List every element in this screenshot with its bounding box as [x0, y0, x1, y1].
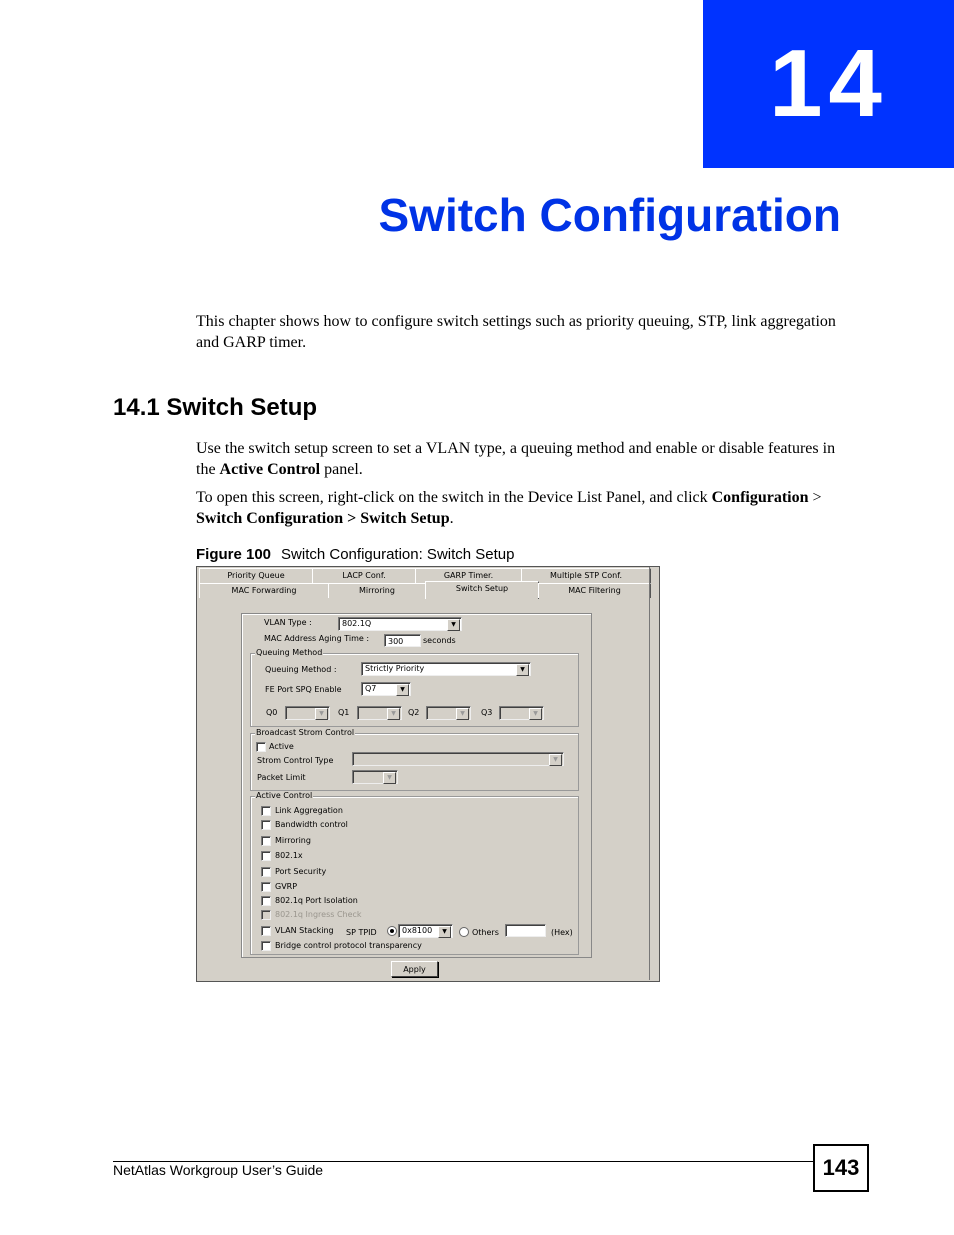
switch-setup-window — [196, 566, 660, 982]
para1-text-b: panel. — [320, 461, 363, 478]
others-input[interactable] — [505, 924, 546, 937]
gvrp-checkbox[interactable] — [261, 882, 271, 892]
tab-garp-timer[interactable]: GARP Timer. — [415, 568, 522, 583]
para2-end: . — [449, 510, 454, 527]
bandwidth-control-label: Bandwidth control — [275, 820, 348, 829]
chevron-down-icon[interactable]: ▼ — [516, 664, 529, 676]
section-heading: 14.1 Switch Setup — [113, 394, 318, 421]
port-security-checkbox[interactable] — [261, 867, 271, 877]
bridge-control-checkbox[interactable] — [261, 941, 271, 951]
vlan-stacking-label: VLAN Stacking — [275, 926, 334, 935]
active-control-group — [250, 791, 579, 955]
others-label: Others — [472, 928, 499, 937]
link-aggregation-checkbox[interactable] — [261, 806, 271, 816]
port-isolation-checkbox[interactable] — [261, 896, 271, 906]
para2-sep: > — [808, 489, 822, 506]
vlan-type-select[interactable] — [338, 617, 462, 631]
tab-mirroring[interactable]: Mirroring — [328, 583, 426, 598]
chevron-down-icon[interactable]: ▼ — [529, 708, 542, 720]
fe-spq-label: FE Port SPQ Enable — [265, 685, 342, 694]
dot1x-label: 802.1x — [275, 851, 303, 860]
chevron-down-icon[interactable]: ▼ — [438, 926, 451, 938]
q0-select[interactable] — [285, 706, 330, 720]
bandwidth-control-checkbox[interactable] — [261, 820, 271, 830]
figure-caption — [196, 546, 514, 563]
port-security-label: Port Security — [275, 867, 327, 876]
tab-mac-filtering[interactable]: MAC Filtering — [538, 583, 651, 598]
chevron-down-icon[interactable]: ▼ — [447, 619, 460, 631]
tab-switch-setup[interactable]: Switch Setup — [425, 581, 539, 599]
others-radio[interactable] — [459, 927, 469, 937]
q1-label: Q1 — [338, 708, 350, 717]
queuing-method-select[interactable] — [361, 662, 531, 676]
para2-bold-1: Configuration — [711, 489, 809, 506]
sp-tpid-select[interactable] — [398, 924, 453, 938]
figure-caption-text: Switch Configuration: Switch Setup — [281, 546, 515, 563]
tab-mac-forwarding[interactable]: MAC Forwarding — [199, 583, 329, 598]
mac-aging-input[interactable]: 300 — [384, 634, 421, 647]
chevron-down-icon[interactable]: ▼ — [456, 708, 469, 720]
bridge-control-label: Bridge control protocol transparency — [275, 941, 422, 950]
sp-tpid-radio[interactable] — [387, 926, 397, 936]
chevron-down-icon[interactable]: ▼ — [383, 772, 396, 784]
q1-select[interactable] — [357, 706, 402, 720]
storm-active-checkbox[interactable] — [256, 742, 266, 752]
storm-control-title: Broadcast Strom Control — [256, 728, 355, 737]
port-isolation-label: 802.1q Port Isolation — [275, 896, 358, 905]
ingress-check-label: 802.1q Ingress Check — [275, 910, 362, 919]
chevron-down-icon[interactable]: ▼ — [396, 684, 409, 696]
vlan-type-label: VLAN Type : — [264, 618, 312, 627]
chevron-down-icon[interactable]: ▼ — [549, 754, 562, 766]
para2-text-a: To open this screen, right-click on the switch in the Device List Panel, and click — [196, 489, 712, 506]
q2-select[interactable] — [426, 706, 471, 720]
mirroring-label: Mirroring — [275, 836, 311, 845]
storm-active-label: Active — [269, 742, 294, 751]
storm-type-label: Strom Control Type — [257, 756, 334, 765]
chevron-down-icon[interactable]: ▼ — [387, 708, 400, 720]
mac-aging-unit: seconds — [423, 636, 456, 645]
tab-lacp-conf[interactable]: LACP Conf. — [312, 568, 416, 583]
vlan-stacking-checkbox[interactable] — [261, 926, 271, 936]
chapter-title: Switch Configuration — [378, 189, 841, 241]
queuing-method-title: Queuing Method — [256, 648, 323, 657]
tab-priority-queue[interactable]: Priority Queue — [199, 568, 313, 583]
tab-multiple-stp-conf[interactable]: Multiple STP Conf. — [521, 568, 651, 583]
q0-label: Q0 — [266, 708, 278, 717]
storm-control-group — [250, 728, 579, 791]
para1-bold: Active Control — [219, 461, 321, 478]
active-control-title: Active Control — [256, 791, 313, 800]
packet-limit-label: Packet Limit — [257, 773, 306, 782]
queuing-method-value: Strictly Priority — [365, 664, 425, 673]
apply-button[interactable]: Apply — [391, 961, 438, 977]
ingress-check-checkbox[interactable] — [261, 910, 271, 920]
q2-label: Q2 — [408, 708, 420, 717]
intro-paragraph: This chapter shows how to configure switch settings such as priority queuing, STP, link aggregation and GARP timer. — [196, 313, 836, 351]
hex-label: (Hex) — [551, 928, 573, 937]
queuing-method-label: Queuing Method : — [265, 665, 337, 674]
figure-label: Figure 100 — [196, 546, 272, 563]
link-aggregation-label: Link Aggregation — [275, 806, 343, 815]
q3-select[interactable] — [499, 706, 544, 720]
sp-tpid-label: SP TPID — [346, 928, 377, 937]
q3-label: Q3 — [481, 708, 493, 717]
chapter-number: 14 — [703, 0, 954, 168]
mirroring-checkbox[interactable] — [261, 836, 271, 846]
page-number: 143 — [813, 1144, 869, 1192]
chevron-down-icon[interactable]: ▼ — [315, 708, 328, 720]
packet-limit-select[interactable] — [352, 770, 398, 784]
footer-guide-title: NetAtlas Workgroup User’s Guide — [113, 1162, 324, 1178]
para2-bold-2: Switch Configuration > Switch Setup — [196, 510, 450, 527]
fe-spq-value: Q7 — [365, 684, 377, 693]
dot1x-checkbox[interactable] — [261, 851, 271, 861]
mac-aging-label: MAC Address Aging Time : — [264, 634, 370, 643]
window-edge — [649, 567, 650, 980]
para1-text-a: Use the switch setup screen to set a VLAN type, a queuing method and enable or disable features in the — [196, 440, 836, 478]
section-paragraph-1 — [196, 438, 836, 480]
vlan-type-value: 802.1Q — [342, 619, 372, 628]
queuing-method-group — [250, 648, 579, 727]
section-paragraph-2 — [196, 487, 836, 529]
settings-panel — [241, 613, 592, 958]
fe-spq-select[interactable] — [361, 682, 411, 696]
sp-tpid-value: 0x8100 — [402, 926, 433, 935]
storm-type-select[interactable] — [352, 752, 564, 766]
gvrp-label: GVRP — [275, 882, 298, 891]
